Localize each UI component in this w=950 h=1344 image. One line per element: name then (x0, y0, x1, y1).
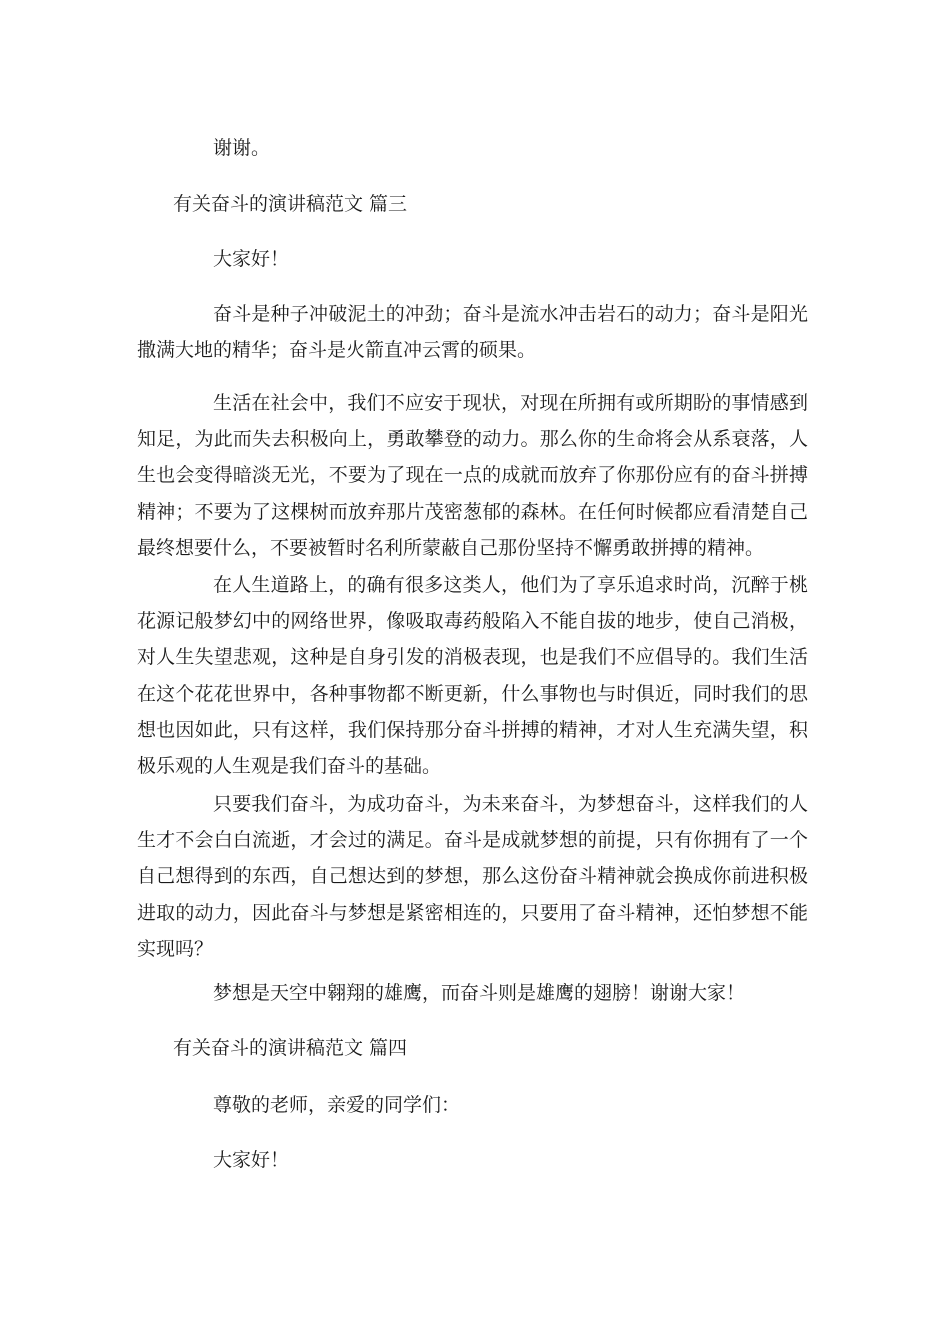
paragraph-4: 只要我们奋斗，为成功奋斗，为未来奋斗，为梦想奋斗，这样我们的人生才不会白白流逝，才会过的满足。奋斗是成就梦想的前提，只有你拥有了一个自己想得到的东西，自己想达到的梦想，那么这份奋斗精神就会换成你前进积极进取的动力，因此奋斗与梦想是紧密相连的，只要用了奋斗精神，还怕梦想不能实现吗？ (137, 793, 808, 960)
paragraph-2: 生活在社会中，我们不应安于现状，对现在所拥有或所期盼的事情感到知足，为此而失去积极向上，勇敢攀登的动力。那么你的生命将会从系衰落，人生也会变得暗淡无光，不要为了现在一点的成就而放弃了你那份应有的奋斗拼搏精神；不要为了这棵树而放弃那片茂密葱郁的森林。在任何时候都应看清楚自己最终想要什么，不要被暂时名利所蒙蔽自己那份坚持不懈勇敢拼搏的精神。 (137, 392, 808, 559)
section-heading-4: 有关奋斗的演讲稿范文 篇四 (173, 1037, 408, 1059)
closing-line-3: 梦想是天空中翱翔的雄鹰，而奋斗则是雄鹰的翅膀！谢谢大家！ (213, 982, 746, 1004)
section-heading-3: 有关奋斗的演讲稿范文 篇三 (173, 193, 408, 215)
thanks-line: 谢谢。 (213, 137, 271, 159)
greeting-line-4: 大家好！ (213, 1149, 290, 1171)
salutation-line-4: 尊敬的老师，亲爱的同学们： (213, 1094, 461, 1116)
paragraph-1: 奋斗是种子冲破泥土的冲劲；奋斗是流水冲击岩石的动力；奋斗是阳光撒满大地的精华；奋斗是火箭直冲云霄的硕果。 (137, 303, 808, 362)
paragraph-3: 在人生道路上，的确有很多这类人，他们为了享乐追求时尚，沉醉于桃花源记般梦幻中的网络世界，像吸取毒药般陷入不能自拔的地步，使自己消极，对人生失望悲观，这种是自身引发的消极表现，也是我们不应倡导的。我们生活在这个花花世界中，各种事物都不断更新，什么事物也与时俱近，同时我们的思想也因如此，只有这样，我们保持那分奋斗拼搏的精神，才对人生充满失望，积极乐观的人生观是我们奋斗的基础。 (137, 574, 808, 778)
greeting-line-3: 大家好！ (213, 248, 290, 270)
